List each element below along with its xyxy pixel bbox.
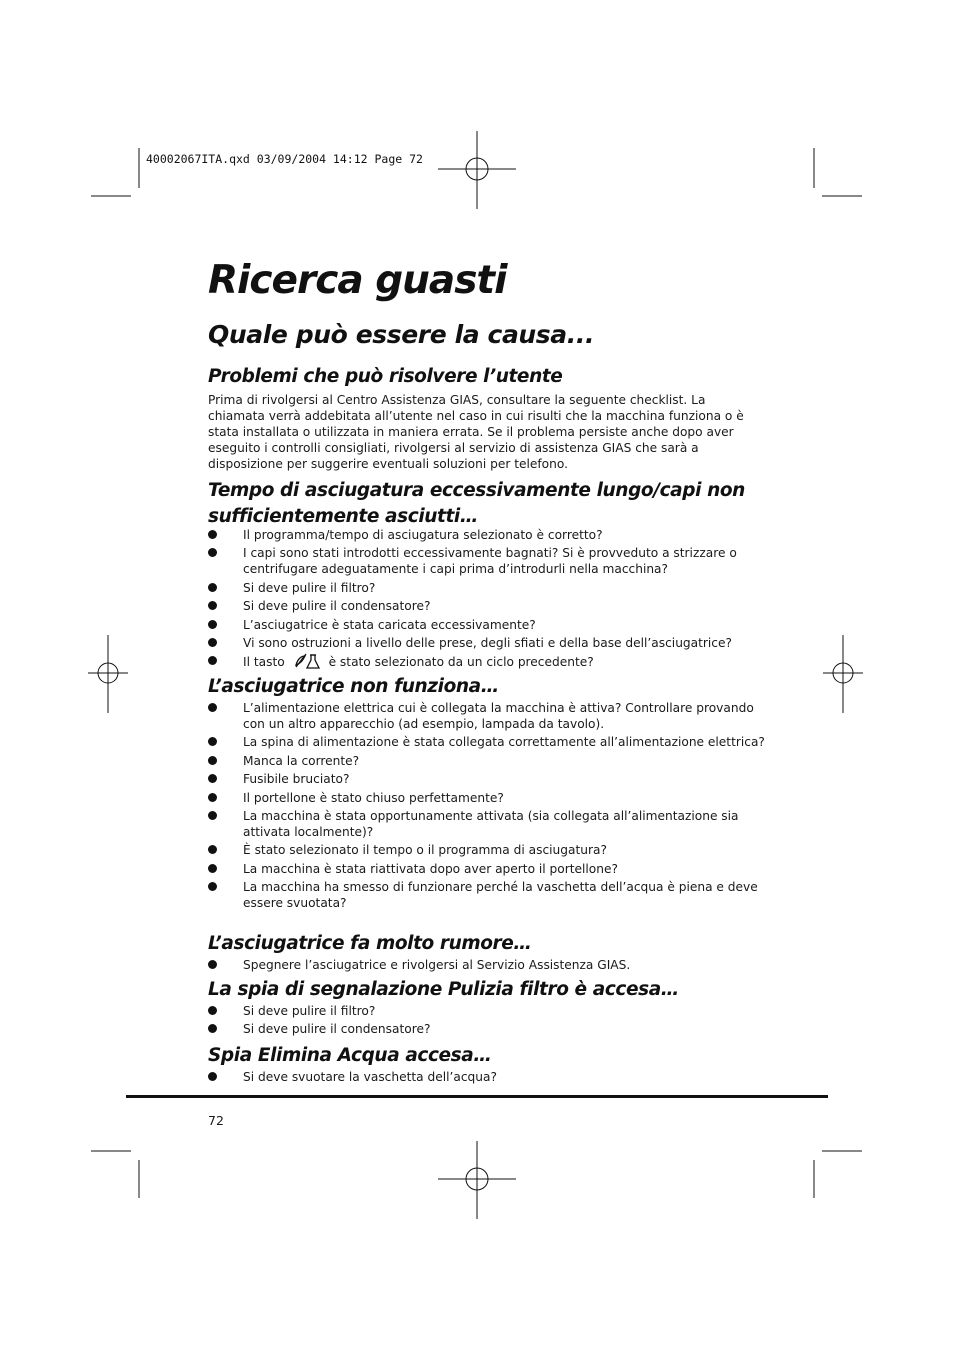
footer-rule: [126, 1095, 828, 1098]
list-item: Si deve svuotare la vaschetta dell’acqua?: [208, 1069, 768, 1085]
delicate-fabric-icon: [293, 653, 321, 673]
section-list-not-working: [208, 700, 768, 914]
intro-text: Prima di rivolgersi al Centro Assistenza GIAS, consultare la seguente checklist. La chiamata verrà addebitata all’utente nel caso in cui risulti che la macchina funziona o è stata installata o utilizzata in maniera errata. Se il problema persiste anche dopo aver eseguito i controlli consigliati, rivolgersi al servizio di assistenza GIAS che sarà a disposizione per suggerire eventuali soluzioni per telefono.: [208, 393, 744, 471]
list-item: Il tasto è stato selezionato da un ciclo precedente?: [208, 653, 768, 673]
list-item: La macchina ha smesso di funzionare perché la vaschetta dell’acqua è piena e deve essere svuotata?: [208, 879, 768, 911]
bullet-icon: [208, 960, 217, 969]
bullet-icon: [208, 737, 217, 746]
bullet-icon: [208, 548, 217, 557]
page-title: Ricerca guasti: [208, 258, 507, 303]
bullet-icon: [208, 864, 217, 873]
bullet-icon: [208, 811, 217, 820]
list-item: I capi sono stati introdotti eccessivamente bagnati? Si è provveduto a strizzare o centrifugare adeguatamente i capi prima d’introdurli nella macchina?: [208, 545, 768, 577]
list-item: L’asciugatrice è stata caricata eccessivamente?: [208, 617, 768, 633]
bullet-icon: [208, 756, 217, 765]
list-item: Si deve pulire il condensatore?: [208, 1021, 768, 1037]
section-list-noise: [208, 957, 768, 975]
registration-mark-top: [438, 131, 516, 209]
bullet-icon: [208, 703, 217, 712]
bullet-icon: [208, 656, 217, 665]
section-heading-drying-time: Tempo di asciugatura eccessivamente lungo/capi non sufficientemente asciutti…: [208, 480, 745, 527]
bullet-icon: [208, 793, 217, 802]
section-list-water-light: [208, 1069, 768, 1087]
list-item: Fusibile bruciato?: [208, 771, 768, 787]
list-item: Si deve pulire il condensatore?: [208, 598, 768, 614]
list-item: La macchina è stata riattivata dopo aver aperto il portellone?: [208, 861, 768, 877]
list-item: È stato selezionato il tempo o il programma di asciugatura?: [208, 842, 768, 858]
intro-heading: Problemi che può risolvere l’utente: [208, 366, 563, 387]
bullet-icon: [208, 583, 217, 592]
bullet-icon: [208, 1024, 217, 1033]
section-heading-filter-light: La spia di segnalazione Pulizia filtro è accesa…: [208, 979, 679, 1000]
bullet-icon: [208, 620, 217, 629]
page-number: 72: [208, 1113, 224, 1128]
bullet-icon: [208, 774, 217, 783]
list-item: Spegnere l’asciugatrice e rivolgersi al Servizio Assistenza GIAS.: [208, 957, 768, 973]
bullet-icon: [208, 530, 217, 539]
registration-mark-right: [823, 635, 863, 713]
list-item: Manca la corrente?: [208, 753, 768, 769]
section-heading-not-working: L’asciugatrice non funziona…: [208, 676, 499, 697]
registration-mark-left: [88, 635, 128, 713]
section-heading-noise: L’asciugatrice fa molto rumore…: [208, 933, 532, 954]
list-item: Vi sono ostruzioni a livello delle prese, degli sfiati e della base dell’asciugatrice?: [208, 635, 768, 651]
list-item: Si deve pulire il filtro?: [208, 1003, 768, 1019]
list-item: La macchina è stata opportunamente attivata (sia collegata all’alimentazione sia attivata localmente)?: [208, 808, 768, 840]
bullet-icon: [208, 1072, 217, 1081]
section-heading-water-light: Spia Elimina Acqua accesa…: [208, 1045, 492, 1066]
registration-mark-bottom: [438, 1141, 516, 1219]
section-list-drying-time: [208, 527, 768, 676]
list-item: Il programma/tempo di asciugatura selezionato è corretto?: [208, 527, 768, 543]
bullet-icon: [208, 1006, 217, 1015]
bullet-icon: [208, 882, 217, 891]
list-item: Il portellone è stato chiuso perfettamente?: [208, 790, 768, 806]
bullet-icon: [208, 638, 217, 647]
section-list-filter-light: [208, 1003, 768, 1040]
list-item: Si deve pulire il filtro?: [208, 580, 768, 596]
bullet-icon: [208, 845, 217, 854]
bullet-icon: [208, 601, 217, 610]
print-slug: 40002067ITA.qxd 03/09/2004 14:12 Page 72: [146, 152, 423, 166]
list-item: L’alimentazione elettrica cui è collegata la macchina è attiva? Controllare provando con un altro apparecchio (ad esempio, lampada da tavolo).: [208, 700, 768, 732]
page-subtitle: Quale può essere la causa...: [208, 320, 595, 349]
list-item: La spina di alimentazione è stata collegata correttamente all’alimentazione elettrica?: [208, 734, 768, 750]
